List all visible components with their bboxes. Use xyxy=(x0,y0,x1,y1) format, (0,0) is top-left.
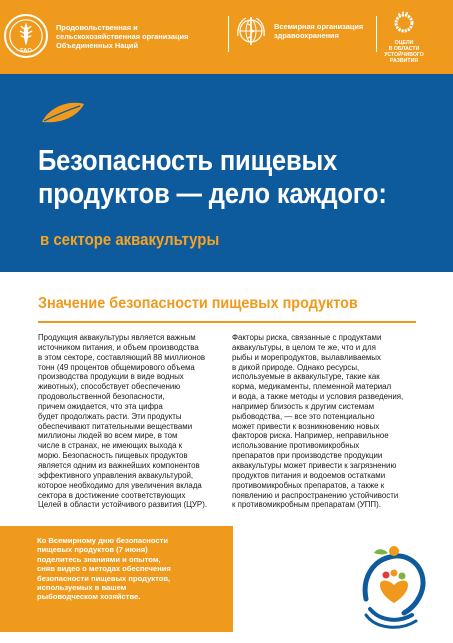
sdg-label: ОЦЕЛИ В ОБЛАСТИ УСТОЙЧИВОГО РАЗВИТИЯ xyxy=(384,40,424,64)
body-column-left: Продукция аквакультуры является важным источником питания, и объем производства в этом секторе, составляющий 88 миллионов тонн (49 процентов общемирового объема производства продукции в виде водных животных), способствует обеспечению продовольственной безопасности, причем ожидается, что эта цифра будет продолжать расти. Эти продукты обеспечивают питательными веществами миллионы людей во всем мире, в том числе в странах, не имеющих выхода к морю. Безопасность пищевых продуктов является одним из важнейших компонентов эффективного управления аквакультурой, которое необходимо для увеличения вклада сектора в достижение соответствующих Целей в области устойчивого развития (ЦУР). xyxy=(38,333,208,510)
body-column-right: Факторы риска, связанные с продуктами аквакультуры, в целом те же, что и для рыбы и морепродуктов, вылавливаемых в дикой природе. Однако ресурсы, используемые в аквакультуре, такие как корма, медикаменты, племенной материал и вода, а также методы и условия разведения, например близость к другим системам рыбоводства, — все это потенциально может привести к возникновению новых факторов риска. Например, неправильное использование противомикробных препаратов при производстве продукции аквакультуры может привести к загрязнению продуктов питания и водоемов остатками противомикробных препаратов, а также к появлению и распространению устойчивости к противомикробным препаратам (УПП). xyxy=(232,333,404,510)
section-divider xyxy=(38,321,416,323)
section-heading: Значение безопасности пищевых продуктов xyxy=(38,295,358,312)
callout-box xyxy=(0,526,233,632)
sdg-logo xyxy=(381,10,427,64)
world-food-safety-day-badge xyxy=(360,543,428,633)
fao-emblem-icon xyxy=(4,14,48,58)
svg-text:FAO: FAO xyxy=(20,48,32,55)
logo-divider xyxy=(376,16,377,52)
page-subtitle: в секторе аквакультуры xyxy=(40,230,220,249)
callout-text: Ко Всемирному дню безопасности пищевых продуктов (7 июня) поделитесь знаниями и опытом, сняв видео о методах обеспечения безопасности пищевых продуктов, используемых в вашем рыбоводческом хозяйстве. xyxy=(37,536,171,602)
fao-name: Продовольственная и сельскохозяйственная организация Объединенных Наций xyxy=(56,22,189,50)
who-emblem-icon xyxy=(234,14,268,48)
fao-logo xyxy=(4,14,188,58)
who-name: Всемирная организация здравоохранения xyxy=(274,22,364,40)
leaf-icon xyxy=(40,102,86,129)
page-title: Безопасность пищевых продуктов — дело каждого: xyxy=(38,145,387,210)
header-strip xyxy=(0,0,453,74)
sdg-wheel-icon xyxy=(381,10,427,39)
title-banner xyxy=(0,74,453,272)
logo-divider xyxy=(228,16,229,52)
who-logo xyxy=(234,14,363,48)
